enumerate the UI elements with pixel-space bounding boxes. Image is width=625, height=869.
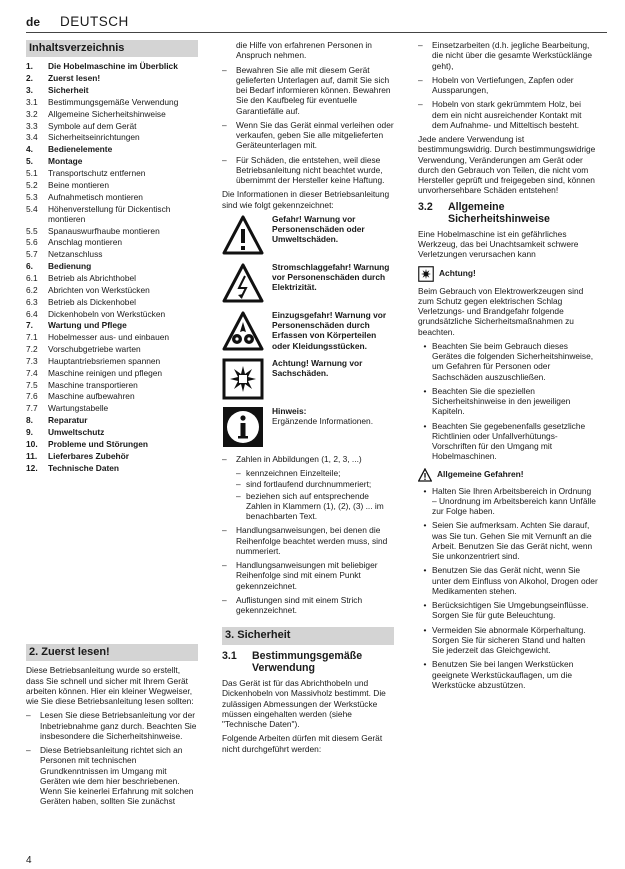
toc-item-label: Bestimmungsgemäße Verwendung	[48, 96, 179, 107]
toc-item	[26, 320, 198, 330]
toc-item-number: 3.4	[26, 132, 38, 143]
dash-item: – Zahlen in Abbildungen (1, 2, 3, ...)	[222, 453, 362, 464]
damage-icon	[222, 358, 264, 400]
toc-item-label: Zuerst lesen!	[48, 73, 101, 84]
toc-item-number: 4.	[26, 144, 33, 155]
toc-item-number: 6.2	[26, 284, 38, 295]
toc-item-number: 5.1	[26, 168, 38, 178]
toc-item	[26, 85, 198, 95]
toc-item	[26, 391, 198, 401]
toc-item	[26, 368, 198, 378]
toc-item	[26, 249, 198, 259]
toc-item-number: 5.	[26, 156, 33, 167]
attention-note: Achtung!	[418, 266, 598, 282]
toc-item-number: 7.4	[26, 367, 38, 378]
toc-item-number: 7.7	[26, 403, 38, 414]
toc-item-label: Anschlag montieren	[48, 237, 123, 248]
toc-item	[26, 61, 198, 71]
bullet-item: • Beachten Sie gegebenenfalls gesetzliche Richtlinien oder Unfallverhütungs-Vorschriften für den Umgang mit Hobelmaschinen.	[423, 420, 586, 462]
toc-item-label: Lieferbares Zubehör	[48, 450, 129, 461]
toc-item	[26, 132, 198, 142]
toc-item-number: 6.1	[26, 273, 38, 283]
toc-item	[26, 192, 198, 202]
toc-item-number: 3.	[26, 85, 33, 96]
toc-item-label: Höhenverstellung für Dickentisch montieren	[48, 203, 171, 224]
toc-item	[26, 73, 198, 83]
paragraph: Die Informationen in dieser Betriebsanleitung sind wie folgt gekennzeichnet:	[222, 189, 390, 210]
paragraph: Diese Betriebsanleitung wurde so erstellt, dass Sie schnell und sicher mit Ihrem Gerät arbeiten können. Hier ein kleiner Wegweiser, wie Sie diese Betriebsanleitung lesen sollten:	[26, 665, 194, 707]
warning-triangle-icon	[418, 468, 432, 482]
bullet-item: • Seien Sie aufmerksam. Achten Sie darauf, was Sie tun. Gehen Sie mit Vernunft an die Arbeit. Benutzen Sie das Gerät nicht, wenn Sie unkonzentriert sind.	[423, 520, 593, 562]
toc-item-number: 3.1	[26, 96, 38, 107]
damage-icon	[418, 266, 434, 282]
page-header	[26, 14, 129, 30]
toc-item	[26, 168, 198, 178]
toc-item-label: Netzanschluss	[48, 249, 103, 260]
toc-item-label: Hobelmesser aus- und einbauen	[48, 332, 170, 343]
dash-item: – Wenn Sie das Gerät einmal verleihen oder verkaufen, geben Sie alle mitgelieferten Geräteunterlagen mit.	[222, 119, 394, 151]
toc-item	[26, 156, 198, 166]
warning-triangle-icon	[222, 214, 264, 256]
symbol-electric: Stromschlaggefahr! Warnung vor Personenschäden durch Elektrizität.	[222, 262, 394, 304]
toc-item	[26, 285, 198, 295]
toc-item-label: Bedienelemente	[48, 144, 113, 155]
dash-item: – Diese Betriebsanleitung richtet sich an Personen mit technischen Grundkenntnissen im Umgang mit Geräten wie dem hier beschriebenen. Wenn Sie keinerlei Erfahrung mit solchen Geräten haben, sollten Sie zunächst	[26, 745, 194, 807]
toc-item-number: 5.5	[26, 225, 38, 236]
column-3	[418, 40, 598, 694]
toc-item	[26, 97, 198, 107]
toc-item-number: 1.	[26, 61, 33, 72]
dash-item: – Bewahren Sie alle mit diesem Gerät gelieferten Unterlagen auf, damit Sie sich bei Bedarf informieren können. Bewahren Sie den Kaufbeleg für eventuelle Garantiefälle auf.	[222, 64, 391, 116]
toc-item-label: Probleme und Störungen	[48, 438, 149, 449]
toc-item-number: 2.	[26, 73, 33, 84]
paragraph: Das Gerät ist für das Abrichthobeln und Dickenhobeln von Massivholz bestimmt. Die zulässigen Abmessungen der Werkstücke müssen eingehalten werden (siehe "Technische Daten").	[222, 678, 386, 729]
symbol-info: Hinweis: Ergänzende Informationen.	[222, 406, 394, 448]
dash-item: – Lesen Sie diese Betriebsanleitung vor der Inbetriebnahme ganz durch. Beachten Sie insbesondere die Sicherheitshinweise.	[26, 710, 197, 741]
toc-item-label: Abrichten von Werkstücken	[48, 284, 150, 295]
paragraph: Folgende Arbeiten dürfen mit diesem Gerät nicht durchgeführt werden:	[222, 733, 383, 754]
lightning-warning-icon	[222, 262, 264, 304]
toc-item-number: 8.	[26, 415, 33, 426]
dash-item-continued: die Hilfe von erfahrenen Personen in Anspruch nehmen.	[236, 40, 372, 61]
toc-item	[26, 204, 198, 225]
bullet-item: • Benutzen Sie bei langen Werkstücken geeignete Werkstückauflagen, um die Werkstücke abzustützen.	[423, 659, 574, 690]
heading-3-1: 3.1 Bestimmungsgemäße Verwendung	[222, 649, 363, 674]
toc-list	[26, 61, 198, 472]
column-2	[222, 40, 394, 758]
section-2	[26, 644, 198, 811]
toc-item-number: 12.	[26, 462, 38, 473]
section-3-title: 3. Sicherheit	[222, 627, 394, 644]
language-title: DEUTSCH	[60, 14, 129, 29]
toc-item-number: 5.6	[26, 237, 38, 248]
toc-item-number: 3.2	[26, 108, 38, 119]
toc-item-label: Maschine transportieren	[48, 379, 138, 390]
toc-item-label: Betrieb als Dickenhobel	[48, 296, 136, 307]
paragraph: Eine Hobelmaschine ist ein gefährliches Werkzeug, das bei Unachtsamkeit schwere Verletzungen verursachen kann	[418, 228, 579, 260]
toc-item-label: Umweltschutz	[48, 426, 105, 437]
toc-item-label: Wartungstabelle	[48, 403, 109, 414]
toc-item	[26, 226, 198, 236]
paragraph: Jede andere Verwendung ist bestimmungswidrig. Durch bestimmungswidrige Verwendung, Veränderungen am Gerät oder durch den Gebrauch von Teilen, die nicht vom Hersteller geprüft und freigegeben sind, können unvorhersehbare Schäden entstehen!	[418, 134, 596, 196]
bullet-item: • Vermeiden Sie abnormale Körperhaltung. Sorgen Sie für sicheren Stand und halten Sie jederzeit das Gleichgewicht.	[423, 624, 586, 656]
toc-item-number: 5.2	[26, 179, 38, 190]
bullet-item: • Beachten Sie die speziellen Sicherheitshinweise in den jeweiligen Kapiteln.	[423, 385, 571, 417]
page-number: 4	[26, 855, 32, 866]
info-icon	[222, 406, 264, 448]
toc-item-label: Allgemeine Sicherheitshinweise	[48, 108, 166, 119]
toc-item-label: Maschine aufbewahren	[48, 391, 135, 402]
dash-item: – Handlungsanweisungen mit beliebiger Reihenfolge sind mit einem Punkt gekennzeichnet.	[222, 560, 378, 591]
toc-item	[26, 415, 198, 425]
general-danger-note: Allgemeine Gefahren!	[418, 468, 598, 482]
dash-item: – Für Schäden, die entstehen, weil diese Betriebsanleitung nicht beachtet wurde, übernimmt der Hersteller keine Haftung.	[222, 154, 385, 185]
toc-item-label: Symbole auf dem Gerät	[48, 120, 137, 131]
toc-item-number: 5.7	[26, 249, 38, 260]
toc-item	[26, 237, 198, 247]
bullet-item: • Benutzen Sie das Gerät nicht, wenn Sie unter dem Einfluss von Alkohol, Drogen oder Medikamenten stehen.	[423, 565, 598, 596]
toc-item-number: 5.3	[26, 191, 38, 202]
toc-item-number: 3.3	[26, 120, 38, 131]
toc-item-number: 5.4	[26, 203, 38, 214]
toc-item-number: 9.	[26, 426, 33, 437]
toc-item	[26, 261, 198, 271]
toc-item	[26, 273, 198, 283]
paragraph: Beim Gebrauch von Elektrowerkzeugen sind zum Schutz gegen elektrischen Schlag Verletzungs- und Brandgefahr folgende grundsätzliche Sicherheitsmaßnahmen zu beachten.	[418, 285, 584, 337]
toc-item-label: Spanauswurfhaube montieren	[48, 225, 160, 236]
toc-item-label: Transportschutz entfernen	[48, 168, 146, 178]
toc-item	[26, 451, 198, 461]
toc-item-label: Die Hobelmaschine im Überblick	[48, 61, 178, 72]
toc-item-number: 7.3	[26, 355, 38, 366]
toc-item	[26, 356, 198, 366]
toc-item	[26, 380, 198, 390]
dash-item: – Hobeln von Vertiefungen, Zapfen oder Aussparungen,	[418, 74, 574, 95]
toc-item-number: 10.	[26, 438, 38, 449]
toc-item-label: Bedienung	[48, 261, 92, 272]
toc-item	[26, 109, 198, 119]
toc-item-number: 6.	[26, 261, 33, 272]
bullet-item: • Beachten Sie beim Gebrauch dieses Gerätes die folgenden Sicherheitshinweise, um Gefahren für Personen oder Sachschäden auszuschließen.	[423, 340, 594, 382]
toc-item	[26, 344, 198, 354]
toc-item-label: Reparatur	[48, 415, 88, 426]
toc-item-label: Hauptantriebsriemen spannen	[48, 355, 161, 366]
toc-title: Inhaltsverzeichnis	[26, 40, 198, 57]
section-2-title: 2. Zuerst lesen!	[26, 644, 198, 661]
toc-item-number: 7.5	[26, 379, 38, 390]
toc-item	[26, 297, 198, 307]
dash-item: – Einsetzarbeiten (d.h. jegliche Bearbeitung, die nicht über die gesamte Werkstücklänge geht),	[418, 40, 592, 71]
toc-item	[26, 427, 198, 437]
sub-item: – beziehen sich auf entsprechende Zahlen in Klammern (1), (2), (3) ... im benachbarten Text.	[236, 490, 384, 521]
toc-item	[26, 121, 198, 131]
symbol-danger: Gefahr! Warnung vor Personenschäden oder Umweltschäden.	[222, 214, 394, 256]
rollers-warning-icon	[222, 310, 264, 352]
toc-item-label: Wartung und Pflege	[48, 320, 127, 331]
toc-item-label: Aufnahmetisch montieren	[48, 191, 143, 202]
toc-item-number: 6.3	[26, 296, 38, 307]
toc-item-number: 7.6	[26, 391, 38, 402]
sub-item: – kennzeichnen Einzelteile;	[236, 468, 341, 478]
toc-item-label: Sicherheitseinrichtungen	[48, 132, 140, 143]
toc-item-label: Maschine reinigen und pflegen	[48, 367, 163, 378]
toc-item	[26, 463, 198, 473]
toc-item	[26, 439, 198, 449]
toc-item	[26, 180, 198, 190]
dash-item: – Auflistungen sind mit einem Strich gekennzeichnet.	[222, 594, 363, 615]
symbol-entanglement: Einzugsgefahr! Warnung vor Personenschäden durch Erfassen von Körperteilen oder Kleidungsstücken.	[222, 310, 394, 352]
bullet-item: • Berücksichtigen Sie Umgebungseinflüsse. Sorgen Sie für gute Beleuchtung.	[423, 600, 589, 621]
language-code: de	[26, 15, 41, 29]
sub-item: – sind fortlaufend durchnummeriert;	[236, 479, 372, 490]
toc-item-label: Dickenhobeln von Werkstücken	[48, 308, 166, 319]
heading-3-2: 3.2 Allgemeine Sicherheitshinweise	[418, 200, 550, 225]
symbol-property-damage: Achtung! Warnung vor Sachschäden.	[222, 358, 394, 400]
toc-item	[26, 144, 198, 154]
toc-item	[26, 309, 198, 319]
bullet-item: • Halten Sie Ihren Arbeitsbereich in Ordnung – Unordnung im Arbeitsbereich kann Unfälle zur Folge haben.	[423, 485, 596, 517]
toc-item-label: Betrieb als Abrichthobel	[48, 273, 136, 283]
toc-item-number: 6.4	[26, 308, 38, 319]
toc-item-label: Vorschubgetriebe warten	[48, 344, 141, 355]
header-rule	[26, 32, 607, 33]
toc-item-number: 7.1	[26, 332, 38, 343]
toc-item-number: 7.	[26, 320, 33, 331]
toc-item-number: 7.2	[26, 344, 38, 355]
toc-item-label: Sicherheit	[48, 85, 89, 96]
column-1	[26, 40, 198, 807]
toc-item-label: Technische Daten	[48, 462, 120, 473]
dash-item: – Hobeln von stark gekrümmtem Holz, bei dem ein nicht ausreichender Kontakt mit dem Aufnahme- und Mitteltisch besteht.	[418, 99, 582, 130]
toc-item	[26, 403, 198, 413]
toc-item-label: Beine montieren	[48, 179, 109, 190]
toc-item	[26, 332, 198, 342]
toc-item-number: 11.	[26, 450, 38, 461]
toc-item-label: Montage	[48, 156, 83, 167]
dash-item: – Handlungsanweisungen, bei denen die Reihenfolge beachtet werden muss, sind nummeriert.	[222, 525, 388, 556]
